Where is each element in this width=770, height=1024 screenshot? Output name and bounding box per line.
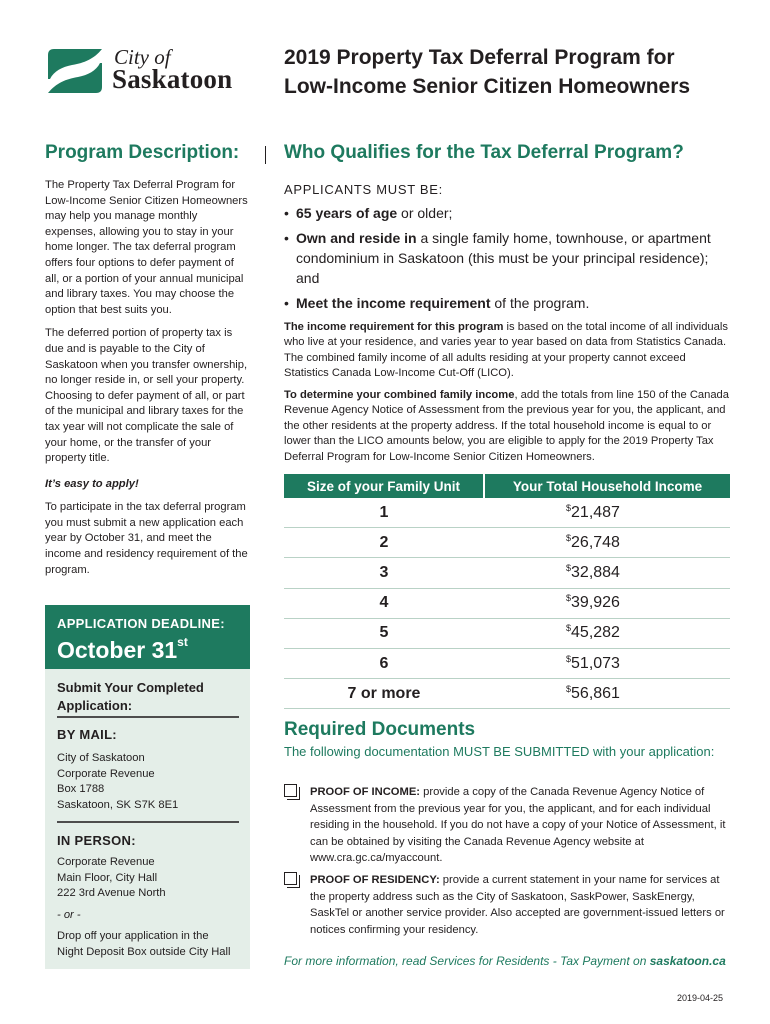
income-cell: $21,487: [484, 498, 730, 528]
dropoff-line: Drop off your application in the: [57, 930, 209, 942]
family-size-cell: 2: [284, 528, 484, 558]
income-cell: $45,282: [484, 618, 730, 648]
heading-divider: [265, 146, 266, 164]
left-column: [45, 140, 250, 578]
city-logo-icon: [44, 45, 106, 97]
mail-line: Corporate Revenue: [57, 767, 155, 780]
in-person-address: [57, 855, 247, 902]
easy-to-apply: It’s easy to apply!: [45, 477, 139, 490]
list-item: • Own and reside in a single family home, townhouse, or apartment condominium in Saskatoon (this must be your principal residence); and: [284, 228, 734, 288]
list-item: • 65 years of age or older;: [284, 203, 734, 223]
checkbox-icon: [284, 784, 297, 797]
mail-address: [57, 751, 247, 813]
table-row: [284, 558, 730, 588]
list-item: • Meet the income requirement of the program.: [284, 293, 734, 313]
person-line: Main Floor, City Hall: [57, 871, 158, 884]
saskatoon-link[interactable]: saskatoon.ca: [649, 954, 726, 968]
family-size-cell: 1: [284, 498, 484, 528]
more-information-line: For more information, read Services for Residents - Tax Payment on saskatoon.ca: [284, 954, 726, 968]
right-column: [284, 140, 729, 166]
family-size-cell: 3: [284, 558, 484, 588]
divider: [57, 716, 239, 718]
deadline-date: October 31st: [57, 635, 188, 663]
deadline-date-suffix: st: [177, 635, 188, 649]
proof-of-residency-text: PROOF OF RESIDENCY: provide a current statement in your name for services at the property address such as the City of Saskatoon, SaskPower, SaskEnergy, SaskTel or another service provider. Also accepted are government-issued letters or notices confirming your residency.: [310, 874, 725, 936]
table-row: [284, 498, 730, 528]
submit-application-box: [45, 669, 250, 969]
participate-paragraph: To participate in the tax deferral program you must submit a new application each year by October 31, and meet the income and residency requirement of the program.: [45, 501, 248, 576]
col-family-size: Size of your Family Unit: [284, 474, 484, 498]
divider: [57, 821, 239, 823]
who-qualifies-heading: Who Qualifies for the Tax Deferral Program?: [284, 142, 684, 163]
table-row: [284, 588, 730, 618]
in-person-heading: IN PERSON:: [57, 833, 136, 848]
person-line: 222 3rd Avenue North: [57, 887, 166, 900]
table-row: [284, 528, 730, 558]
family-size-cell: 4: [284, 588, 484, 618]
page-title: [284, 43, 754, 101]
income-cell: $51,073: [484, 648, 730, 678]
by-mail-heading: BY MAIL:: [57, 727, 117, 742]
title-line-1: 2019 Property Tax Deferral Program for: [284, 46, 675, 69]
person-line: Corporate Revenue: [57, 856, 155, 868]
mail-line: Saskatoon, SK S7K 8E1: [57, 798, 179, 811]
table-row: [284, 618, 730, 648]
logo-saskatoon: Saskatoon: [112, 64, 233, 94]
submit-heading: Submit Your Completed Application:: [57, 680, 204, 713]
mail-line: Box 1788: [57, 783, 105, 796]
income-cell: $56,861: [484, 679, 730, 709]
mail-line: City of Saskatoon: [57, 752, 145, 764]
lico-income-table: [284, 474, 730, 709]
income-cell: $26,748: [484, 528, 730, 558]
required-documents-subheading: The following documentation MUST BE SUBMITTED with your application:: [284, 744, 715, 759]
table-row: [284, 679, 730, 709]
applicants-must-be-label: APPLICANTS MUST BE:: [284, 182, 443, 197]
eligibility-list: [284, 203, 734, 318]
family-size-cell: 5: [284, 618, 484, 648]
description-paragraph-2: The deferred portion of property tax is due and is payable to the City of Saskatoon when you transfer ownership, no longer reside in, or sell your property. Choosing to defer payment of all, or part of the municipal and library taxes for the tax year will not complicate the sale of your home, or the transfer of your property title.: [45, 327, 248, 465]
dropoff-instructions: [57, 929, 247, 960]
income-cell: $32,884: [484, 558, 730, 588]
application-deadline-box: [45, 605, 250, 669]
col-household-income: Your Total Household Income: [484, 474, 730, 498]
title-line-2: Low-Income Senior Citizen Homeowners: [284, 75, 691, 98]
required-documents-heading: Required Documents: [284, 719, 476, 740]
income-cell: $39,926: [484, 588, 730, 618]
proof-of-income-text: PROOF OF INCOME: provide a copy of the Canada Revenue Agency Notice of Assessment from the previous year for you, the applicant, and for each individual residing in the household. If you do not have a copy of your Notice of Assessment, it can be obtained by visiting the Canada Revenue Agency website at www.cra.gc.ca/myaccount.: [310, 786, 726, 864]
income-requirement-paragraph: The income requirement for this program is based on the total income of all individuals who live at your residence, and varies year to year based on data from Statistics Canada. The combined family income of all adults residing at your property cannot exceed Statistics Canada Low-Income Cut-Off (LICO).: [284, 321, 728, 380]
family-size-cell: 6: [284, 648, 484, 678]
city-logo: [44, 45, 249, 97]
program-description-heading: Program Description:: [45, 142, 240, 163]
document-date: 2019-04-25: [677, 993, 724, 1003]
or-separator: - or -: [57, 909, 81, 921]
determine-income-paragraph: To determine your combined family income, add the totals from line 150 of the Canada Revenue Agency Notice of Assessment from the previous year for you, the applicant, and the other residents at the property address. If the total household income is equal to or lower than the LICO amounts below, you are eligible to apply for the 2019 Property Tax Deferral Program for Low-Income Senior Citizen Homeowners.: [284, 389, 730, 463]
description-paragraph-1: The Property Tax Deferral Program for Low-Income Senior Citizen Homeowners may help you manage monthly expenses, allowing you to stay in your home longer. The tax deferral program offers four options to defer payment of all, or a portion of your annual municipal and library taxes. You may choose the option that best suits you.: [45, 179, 248, 316]
deadline-label: APPLICATION DEADLINE:: [57, 616, 225, 631]
table-row: [284, 648, 730, 678]
checkbox-icon: [284, 872, 297, 885]
family-size-cell: 7 or more: [284, 679, 484, 709]
dropoff-line: Night Deposit Box outside City Hall: [57, 945, 231, 958]
table-header-row: [284, 474, 730, 498]
logo-city-of: City of: [114, 45, 171, 69]
